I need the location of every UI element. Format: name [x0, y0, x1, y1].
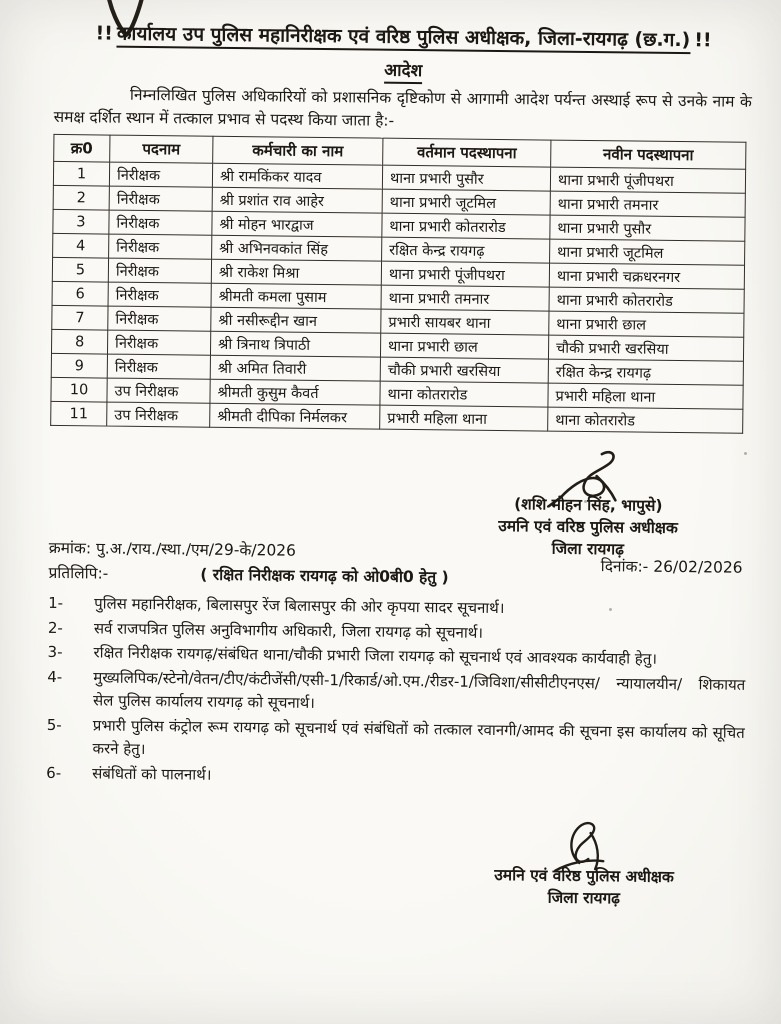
signatory-designation: उमनि एवं वरिष्ठ पुलिस अधीक्षक	[498, 517, 678, 538]
signatory-district: जिला रायगढ़	[551, 539, 625, 559]
reference-number: क्रमांक: पु.अ./राय./स्था./एम/29-के/2026	[48, 538, 297, 560]
page-title: कार्यालय उप पुलिस महानिरीक्षक एवं वरिष्ठ पुलिस अधीक्षक, जिला-रायगढ़ (छ.ग.)	[117, 23, 691, 55]
cell-name: श्री प्रशांत राव आहेर	[212, 187, 382, 213]
cell-designation: उप निरीक्षक	[107, 402, 210, 427]
cell-designation: निरीक्षक	[107, 354, 210, 379]
item-text: प्रभारी पुलिस कंट्रोल रूम रायगढ़ को सूचनार्थ एवं संबंधितों को तत्काल रवानगी/आमद की सूचना इस कार्यालय को सूचित करने हेतु।	[92, 715, 745, 759]
cell-current-posting: चौकी प्रभारी खरसिया	[380, 357, 548, 383]
cell-serial: 4	[53, 233, 109, 258]
date-value: 26/02/2026	[653, 557, 743, 577]
cell-serial: 2	[53, 185, 109, 210]
cell-current-posting: रक्षित केन्द्र रायगढ़	[382, 237, 550, 263]
pratilipi-label: प्रतिलिपि:-	[48, 563, 109, 583]
cell-current-posting: थाना कोतरारोड	[380, 381, 548, 407]
cell-current-posting: थाना प्रभारी पुसौर	[382, 165, 550, 191]
item-number: 5-	[46, 715, 62, 734]
item-text: पुलिस महानिरीक्षक, बिलासपुर रेंज बिलासपुर की ओर कृपया सादर सूचनार्थ।	[94, 594, 505, 618]
header-suffix: !!	[694, 29, 712, 52]
transfer-table	[50, 134, 746, 434]
cell-name: श्री अमित तिवारी	[210, 355, 380, 381]
cell-designation: निरीक्षक	[107, 330, 210, 355]
cell-serial: 5	[52, 257, 108, 282]
cell-new-posting: थाना प्रभारी चक्रधरनगर	[549, 263, 744, 289]
cell-new-posting: प्रभारी महिला थाना	[548, 383, 743, 409]
cell-name: श्री नसीरूद्दीन खान	[211, 307, 381, 333]
cell-name: श्री त्रिनाथ त्रिपाठी	[210, 331, 380, 357]
cell-current-posting: थाना प्रभारी तमनार	[381, 285, 549, 311]
cell-name: श्रीमती कुसुम कैवर्त	[210, 379, 380, 405]
item-number: 1-	[48, 593, 64, 613]
cell-designation: निरीक्षक	[108, 306, 211, 331]
cell-serial: 3	[53, 209, 109, 234]
date-label: दिनांक:-	[600, 557, 649, 576]
col-header-employee-name: कर्मचारी का नाम	[213, 136, 383, 165]
cell-new-posting: थाना प्रभारी पुसौर	[550, 215, 745, 241]
list-item	[46, 713, 744, 768]
col-header-designation: पदनाम	[110, 135, 213, 163]
cell-designation: निरीक्षक	[109, 186, 212, 211]
cell-name: श्री अभिनवकांत सिंह	[212, 235, 382, 261]
cell-new-posting: थाना प्रभारी तमनार	[550, 191, 745, 217]
signatory-district: जिला रायगढ़	[547, 888, 621, 908]
cell-new-posting: थाना कोतरारोड	[548, 407, 743, 433]
pratilipi-note: ( रक्षित निरीक्षक रायगढ़ को ओ0बी0 हेतु )	[200, 565, 449, 587]
cell-new-posting: चौकी प्रभारी खरसिया	[548, 335, 743, 361]
col-header-new-posting: नवीन पदस्थापना	[551, 140, 746, 169]
cell-name: श्री राकेश मिश्रा	[211, 259, 381, 285]
cell-current-posting: थाना प्रभारी कोतरारोड	[382, 213, 550, 239]
signatory-designation: उमनि एवं वरिष्ठ पुलिस अधीक्षक	[494, 865, 674, 887]
cell-name: श्री रामकिंकर यादव	[212, 163, 382, 189]
cell-designation: निरीक्षक	[109, 210, 212, 235]
header-prefix: !!	[95, 22, 114, 45]
cell-current-posting: प्रभारी सायबर थाना	[381, 309, 549, 335]
signature-block-bottom	[449, 817, 720, 910]
signatory-name: (शशि मोहन सिंह, भापुसे)	[514, 495, 663, 515]
cell-new-posting: थाना प्रभारी छाल	[549, 311, 744, 337]
intro-paragraph: निम्नलिखित पुलिस अधिकारियों को प्रशासनिक दृष्टिकोण से आगामी आदेश पर्यन्त अस्थाई रूप से उनके नाम के समक्ष दर्शित स्थान में तत्काल प्रभाव से पदस्थ किया जाता है:-	[53, 85, 752, 130]
cell-new-posting: थाना प्रभारी कोतरारोड	[549, 287, 744, 313]
copy-list	[46, 592, 746, 793]
cell-serial: 8	[51, 329, 107, 354]
cell-serial: 7	[52, 305, 108, 330]
item-number: 2-	[47, 618, 63, 637]
cell-designation: उप निरीक्षक	[107, 378, 210, 403]
col-header-current-posting: वर्तमान पदस्थापना	[383, 138, 551, 167]
item-text: संबंधितों को पालनार्थ।	[92, 763, 212, 784]
cell-designation: निरीक्षक	[108, 282, 211, 307]
item-number: 4-	[47, 667, 63, 686]
cell-new-posting: थाना प्रभारी जूटमिल	[550, 239, 745, 265]
cell-name: श्रीमती दीपिका निर्मलकर	[210, 403, 380, 429]
item-number: 3-	[47, 642, 63, 662]
cell-serial: 10	[51, 377, 107, 402]
order-heading: आदेश	[54, 54, 752, 85]
item-text: रक्षित निरीक्षक रायगढ़/संबंधित थाना/चौकी प्रभारी जिला रायगढ़ को सूचनार्थ एवं आवश्यक कार्यवाही हेतु।	[93, 643, 658, 668]
cell-new-posting: थाना प्रभारी पूंजीपथरा	[550, 167, 745, 193]
cell-new-posting: रक्षित केन्द्र रायगढ़	[548, 359, 743, 385]
item-number: 6-	[46, 763, 62, 782]
cell-current-posting: थाना प्रभारी पूंजीपथरा	[381, 261, 549, 287]
cell-serial: 1	[53, 161, 109, 186]
cell-designation: निरीक्षक	[109, 234, 212, 259]
cell-designation: निरीक्षक	[108, 258, 211, 283]
copy-distribution-row	[48, 557, 746, 591]
item-text: सर्व राजपत्रित पुलिस अनुविभागीय अधिकारी, जिला रायगढ़ को सूचनार्थ।	[93, 618, 484, 642]
item-text: मुख्यलिपिक/स्टेनो/वेतन/टीए/कंटीजेंसी/एसी-1/रिकार्ड/ओ.एम./रीडर-1/जिविशा/सीसीटीएनएस/ न्यायालयीन/ शिकायत सेल पुलिस कार्यालय रायगढ़ को सूचनार्थ।	[92, 667, 746, 712]
cell-designation: निरीक्षक	[109, 162, 212, 187]
cell-current-posting: थाना प्रभारी छाल	[380, 333, 548, 359]
cell-name: श्रीमती कमला पुसाम	[211, 283, 381, 309]
list-item	[47, 665, 745, 720]
cell-serial: 9	[51, 353, 107, 378]
col-header-serial: क्र0	[54, 134, 110, 162]
date-line	[601, 554, 743, 578]
cell-name: श्री मोहन भारद्वाज	[212, 211, 382, 237]
cell-current-posting: थाना प्रभारी जूटमिल	[382, 189, 550, 215]
cell-serial: 6	[52, 281, 108, 306]
cell-current-posting: प्रभारी महिला थाना	[380, 405, 548, 431]
cell-serial: 11	[51, 401, 107, 426]
document-header	[54, 20, 752, 55]
